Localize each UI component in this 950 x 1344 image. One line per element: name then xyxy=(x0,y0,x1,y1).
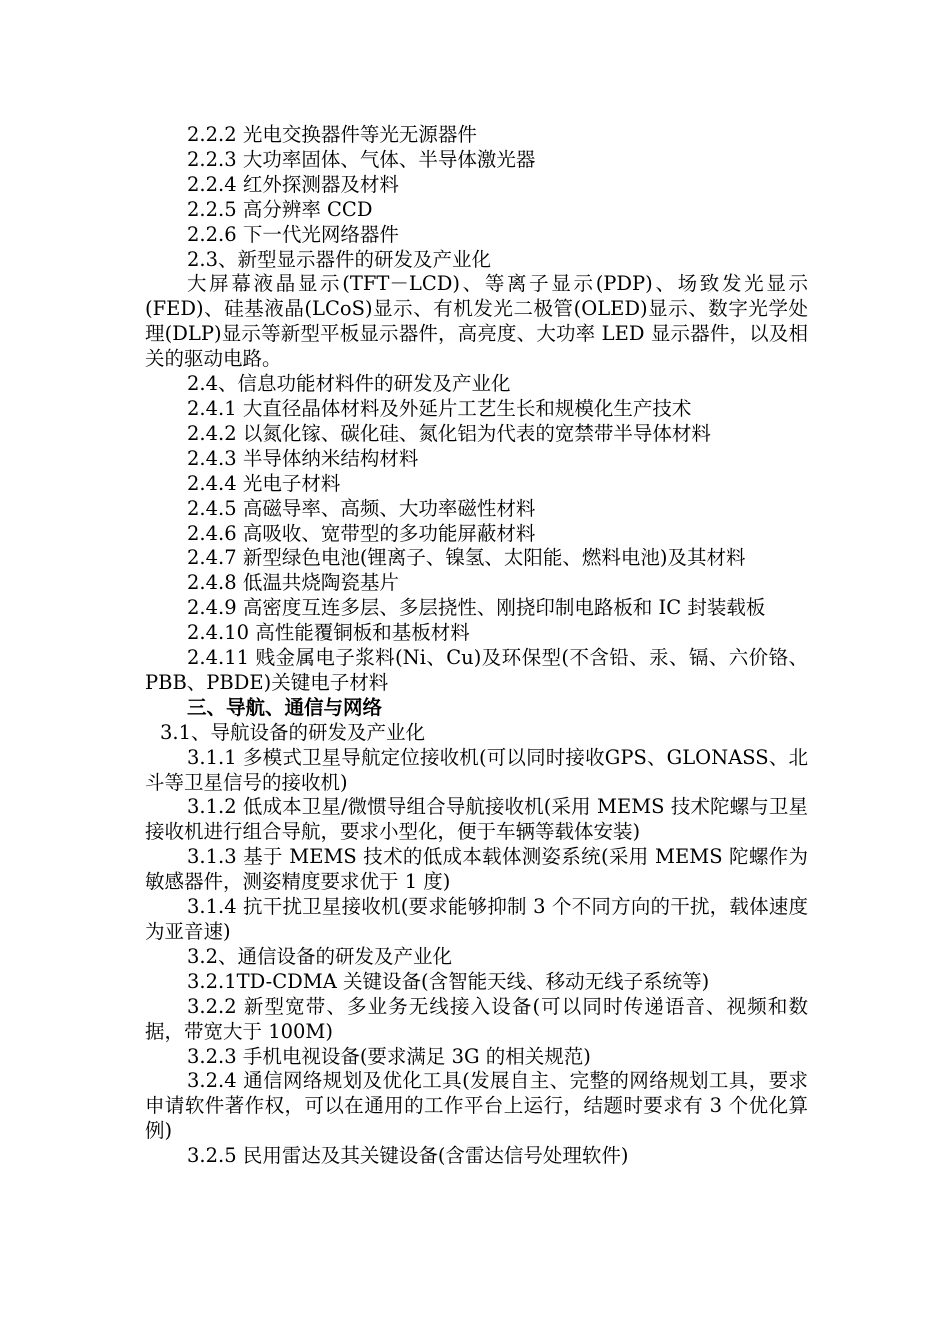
document-body xyxy=(145,123,808,1169)
paragraph: 2.2.4 红外探测器及材料 xyxy=(187,172,399,196)
paragraph: 2.4.3 半导体纳米结构材料 xyxy=(187,446,419,470)
paragraph: 3.1.2 低成本卫星/微惯导组合导航接收机(采用 MEMS 技术陀螺与卫星接收机进行组合导航，要求小型化，便于车辆等载体安装) xyxy=(145,795,808,844)
paragraph: 3.2.3 手机电视设备(要求满足 3G 的相关规范) xyxy=(187,1044,591,1068)
paragraph: 2.4.8 低温共烧陶瓷基片 xyxy=(187,571,399,595)
paragraph: 3.2.4 通信网络规划及优化工具(发展自主、完整的网络规划工具，要求申请软件著作权，可以在通用的工作平台上运行，结题时要求有 3 个优化算例) xyxy=(145,1069,808,1143)
paragraph: 2.4.9 高密度互连多层、多层挠性、刚挠印制电路板和 IC 封装载板 xyxy=(187,596,766,620)
paragraph: 3.1.3 基于 MEMS 技术的低成本载体测姿系统(采用 MEMS 陀螺作为敏感器件，测姿精度要求优于 1 度) xyxy=(145,845,808,894)
paragraph: 大屏幕液晶显示(TFT－LCD)、等离子显示(PDP)、场致发光显示(FED)、硅基液晶(LCoS)显示、有机发光二极管(OLED)显示、数字光学处理(DLP)显示等新型平板显示器件，高亮度、大功率 LED 显示器件，以及相关的驱动电路。 xyxy=(145,272,808,371)
paragraph: 2.4.1 大直径晶体材料及外延片工艺生长和规模化生产技术 xyxy=(187,396,692,420)
paragraph: 2.2.6 下一代光网络器件 xyxy=(187,222,399,246)
section-heading: 2.3、新型显示器件的研发及产业化 xyxy=(187,247,492,271)
section-heading: 3.2、通信设备的研发及产业化 xyxy=(187,944,453,968)
paragraph: 3.1.1 多模式卫星导航定位接收机(可以同时接收GPS、GLONASS、北斗等卫星信号的接收机) xyxy=(145,745,808,794)
section-heading: 3.1、导航设备的研发及产业化 xyxy=(160,720,426,744)
paragraph: 3.1.4 抗干扰卫星接收机(要求能够抑制 3 个不同方向的干扰，载体速度为亚音速) xyxy=(145,895,808,943)
paragraph: 2.4.4 光电子材料 xyxy=(187,471,341,495)
chapter-heading: 三、导航、通信与网络 xyxy=(187,695,383,719)
paragraph: 2.4.7 新型绿色电池(锂离子、镍氢、太阳能、燃料电池)及其材料 xyxy=(187,546,746,570)
paragraph: 2.4.10 高性能覆铜板和基板材料 xyxy=(187,621,470,645)
paragraph: 2.4.11 贱金属电子浆料(Ni、Cu)及环保型(不含铅、汞、镉、六价铬、PBB、PBDE)关键电子材料 xyxy=(145,646,808,694)
paragraph: 2.2.3 大功率固体、气体、半导体激光器 xyxy=(187,147,536,171)
paragraph: 3.2.1TD-CDMA 关键设备(含智能天线、移动无线子系统等) xyxy=(187,969,710,993)
paragraph: 2.2.5 高分辨率 CCD xyxy=(187,197,373,221)
paragraph: 2.4.5 高磁导率、高频、大功率磁性材料 xyxy=(187,496,536,520)
paragraph: 2.4.6 高吸收、宽带型的多功能屏蔽材料 xyxy=(187,521,536,545)
paragraph: 2.4.2 以氮化镓、碳化硅、氮化铝为代表的宽禁带半导体材料 xyxy=(187,421,711,445)
paragraph: 2.2.2 光电交换器件等光无源器件 xyxy=(187,123,477,146)
section-heading: 2.4、信息功能材料件的研发及产业化 xyxy=(187,372,511,396)
paragraph: 3.2.5 民用雷达及其关键设备(含雷达信号处理软件) xyxy=(187,1144,629,1168)
paragraph: 3.2.2 新型宽带、多业务无线接入设备(可以同时传递语音、视频和数据，带宽大于 100M) xyxy=(145,994,808,1043)
